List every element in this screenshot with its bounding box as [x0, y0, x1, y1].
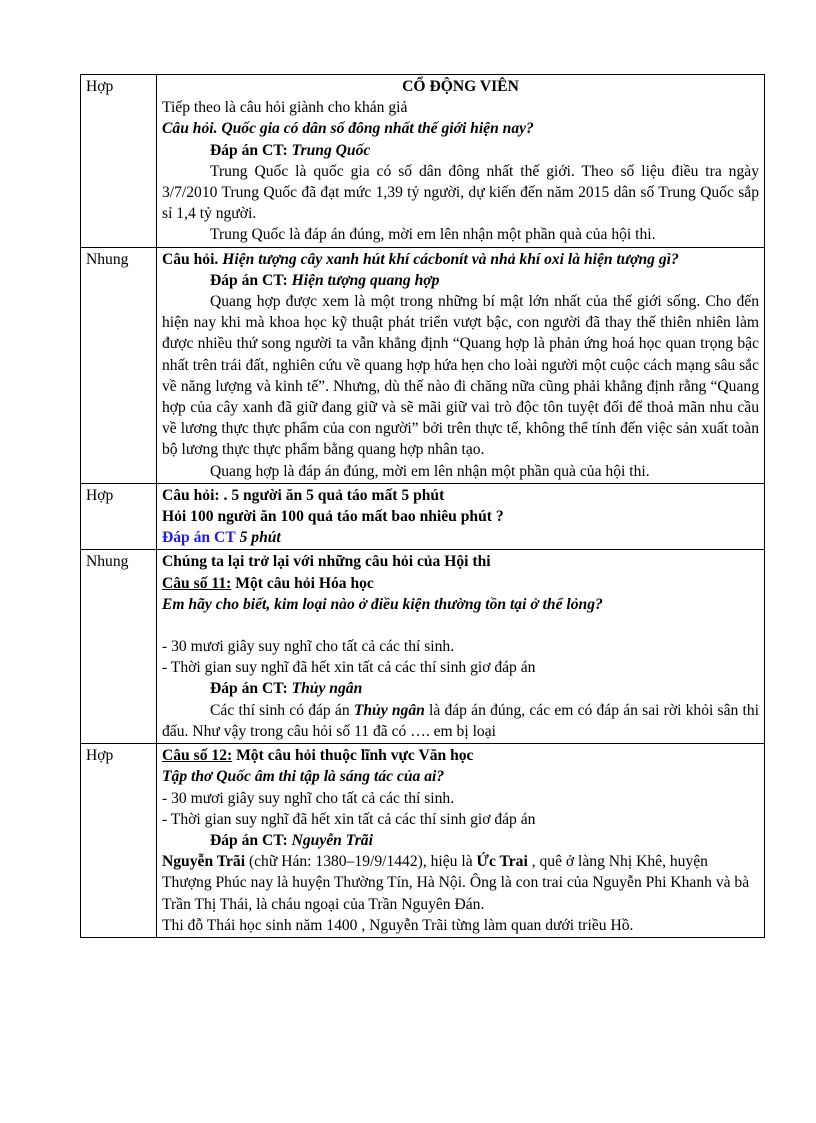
bio-paragraph [162, 851, 759, 915]
speaker-cell: Nhung [81, 550, 157, 744]
question-line [162, 249, 759, 270]
table-row [81, 247, 765, 483]
section-title: CỔ ĐỘNG VIÊN [402, 78, 519, 95]
explanation-paragraph: Trung Quốc là quốc gia có số dân đông nhất thế giới. Theo số liệu điều tra ngày 3/7/2010 Trung Quốc đã đạt mức 1,39 tỷ người, dự kiến đến năm 2015 dân số Trung Quốc sắp sỉ 1,4 tỷ người. [162, 162, 759, 223]
answer-label: Đáp án CT: [210, 141, 288, 159]
explanation-paragraph: Quang hợp được xem là một trong những bí mật lớn nhất của thế giới sống. Cho đến hiện nay khi mà khoa học kỹ thuật phát triển vượt bậc, con người đã thay thế thiên nhiên làm được nhiều thứ song người ta vẫn khẳng định “Quang hợp là phản ứng hoá học quan trọng bậc nhất trên trái đất, nghiên cứu về quang hợp hứa hẹn cho loài người một cuộc cách mạng sâu sắc về năng lượng và kinh tế”. Nhưng, dù thế nào đi chăng nữa cũng phải khẳng định rằng “Quang hợp của cây xanh đã giữ đang giữ và sẽ mãi giữ vai trò độc tôn tuyệt đối để thoả mãn nhu cầu về lương thực thực phẩm của con người” bởi trên thực tế, không thể tính đến việc sản xuất toàn bộ lương thực thực phẩm bằng quang hợp nhân tạo. [162, 293, 759, 459]
content-cell [157, 247, 765, 483]
speaker-cell: Nhung [81, 247, 157, 483]
blank-line [162, 615, 759, 636]
question-text: Hiện tượng cây xanh hút khí cácbonít và nhả khí oxi là hiện tượng gì? [222, 250, 679, 268]
question-topic: Một câu hỏi thuộc lĩnh vực Văn học [236, 747, 474, 765]
question-label: Câu hỏi. [162, 250, 219, 268]
speaker-cell: Hợp [81, 483, 157, 550]
rule-line: - 30 mươi giây suy nghĩ cho tất cả các thí sinh. [162, 789, 455, 807]
question-line: Em hãy cho biết, kim loại nào ở điều kiện thường tồn tại ở thể lỏng? [162, 595, 603, 613]
answer-line [162, 678, 759, 699]
answer-line [162, 140, 759, 161]
bio-text: (chữ Hán: 1380–19/9/1442), hiệu là [245, 853, 477, 871]
closing-line: Trung Quốc là đáp án đúng, mời em lên nhận một phần quà của hội thi. [210, 226, 656, 244]
closing-line: Quang hợp là đáp án đúng, mời em lên nhận một phần quà của hội thi. [210, 462, 650, 480]
table-row [81, 483, 765, 550]
rule-line: - Thời gian suy nghĩ đã hết xin tất cả các thí sinh giơ đáp án [162, 810, 536, 828]
answer-label: Đáp án CT: [210, 680, 288, 698]
intro-line: Tiếp theo là câu hỏi giành cho khán giả [162, 99, 408, 117]
question-line: Câu hỏi. Quốc gia có dân số đông nhất thế giới hiện nay? [162, 120, 534, 138]
bio-name: Nguyễn Trãi [162, 853, 246, 871]
bio-alias: Ức Trai [476, 853, 528, 871]
question-topic: Một câu hỏi Hóa học [235, 574, 374, 592]
question-number: Câu số 11: [162, 574, 232, 592]
question-line: Tập thơ Quốc âm thi tập là sáng tác của ai? [162, 768, 445, 786]
content-cell [157, 75, 765, 248]
answer-value: Thủy ngân [291, 680, 363, 698]
content-cell [157, 483, 765, 550]
question-number: Câu số 12: [162, 747, 233, 765]
speaker-cell: Hợp [81, 744, 157, 938]
answer-label: Đáp án CT: [210, 271, 288, 289]
rule-line: - 30 mươi giây suy nghĩ cho tất cả các thí sinh. [162, 638, 455, 656]
intro-line: Chúng ta lại trở lại với những câu hỏi của Hội thi [162, 553, 491, 571]
content-cell [157, 550, 765, 744]
content-cell [157, 744, 765, 938]
answer-line [162, 270, 759, 291]
question-line: Câu hỏi: . 5 người ăn 5 quả táo mất 5 phút [162, 486, 445, 504]
table-row [81, 550, 765, 744]
answer-value: 5 phút [239, 529, 281, 547]
result-answer: Thủy ngân [353, 701, 425, 719]
answer-value: Nguyễn Trãi [291, 831, 373, 849]
result-text: là đáp án đúng, các em có đáp án sai rời khỏi sân thi đấu. Như vậy trong câu hỏi số 11 đã có …. em bị loại [162, 701, 759, 740]
answer-line [162, 830, 759, 851]
document-page [80, 74, 765, 938]
answer-line [162, 527, 759, 548]
speaker-cell: Hợp [81, 75, 157, 248]
script-table [80, 74, 765, 938]
answer-value: Trung Quốc [291, 141, 371, 159]
rule-line: - Thời gian suy nghĩ đã hết xin tất cả các thí sinh giơ đáp án [162, 659, 536, 677]
answer-label: Đáp án CT: [210, 831, 288, 849]
result-text: Các thí sinh có đáp án [210, 701, 354, 719]
answer-label: Đáp án CT [162, 529, 236, 547]
bio-last-line: Thi đỗ Thái học sinh năm 1400 , Nguyễn Trãi từng làm quan dưới triều Hồ. [162, 916, 634, 934]
question-heading [162, 573, 759, 594]
question-heading [162, 745, 759, 766]
result-paragraph [162, 700, 759, 742]
bio-text: , quê ở làng Nhị Khê, huyện Thượng Phúc nay là huyện Thường Tín, Hà Nội. Ông là con trai của Nguyễn Phi Khanh và bà Trần Thị Thái, là cháu ngoại của Trần Nguyên Đán. [162, 853, 750, 913]
table-row [81, 744, 765, 938]
answer-value: Hiện tượng quang hợp [291, 271, 440, 289]
question-line: Hỏi 100 người ăn 100 quả táo mất bao nhiêu phút ? [162, 508, 504, 526]
table-row [81, 75, 765, 248]
